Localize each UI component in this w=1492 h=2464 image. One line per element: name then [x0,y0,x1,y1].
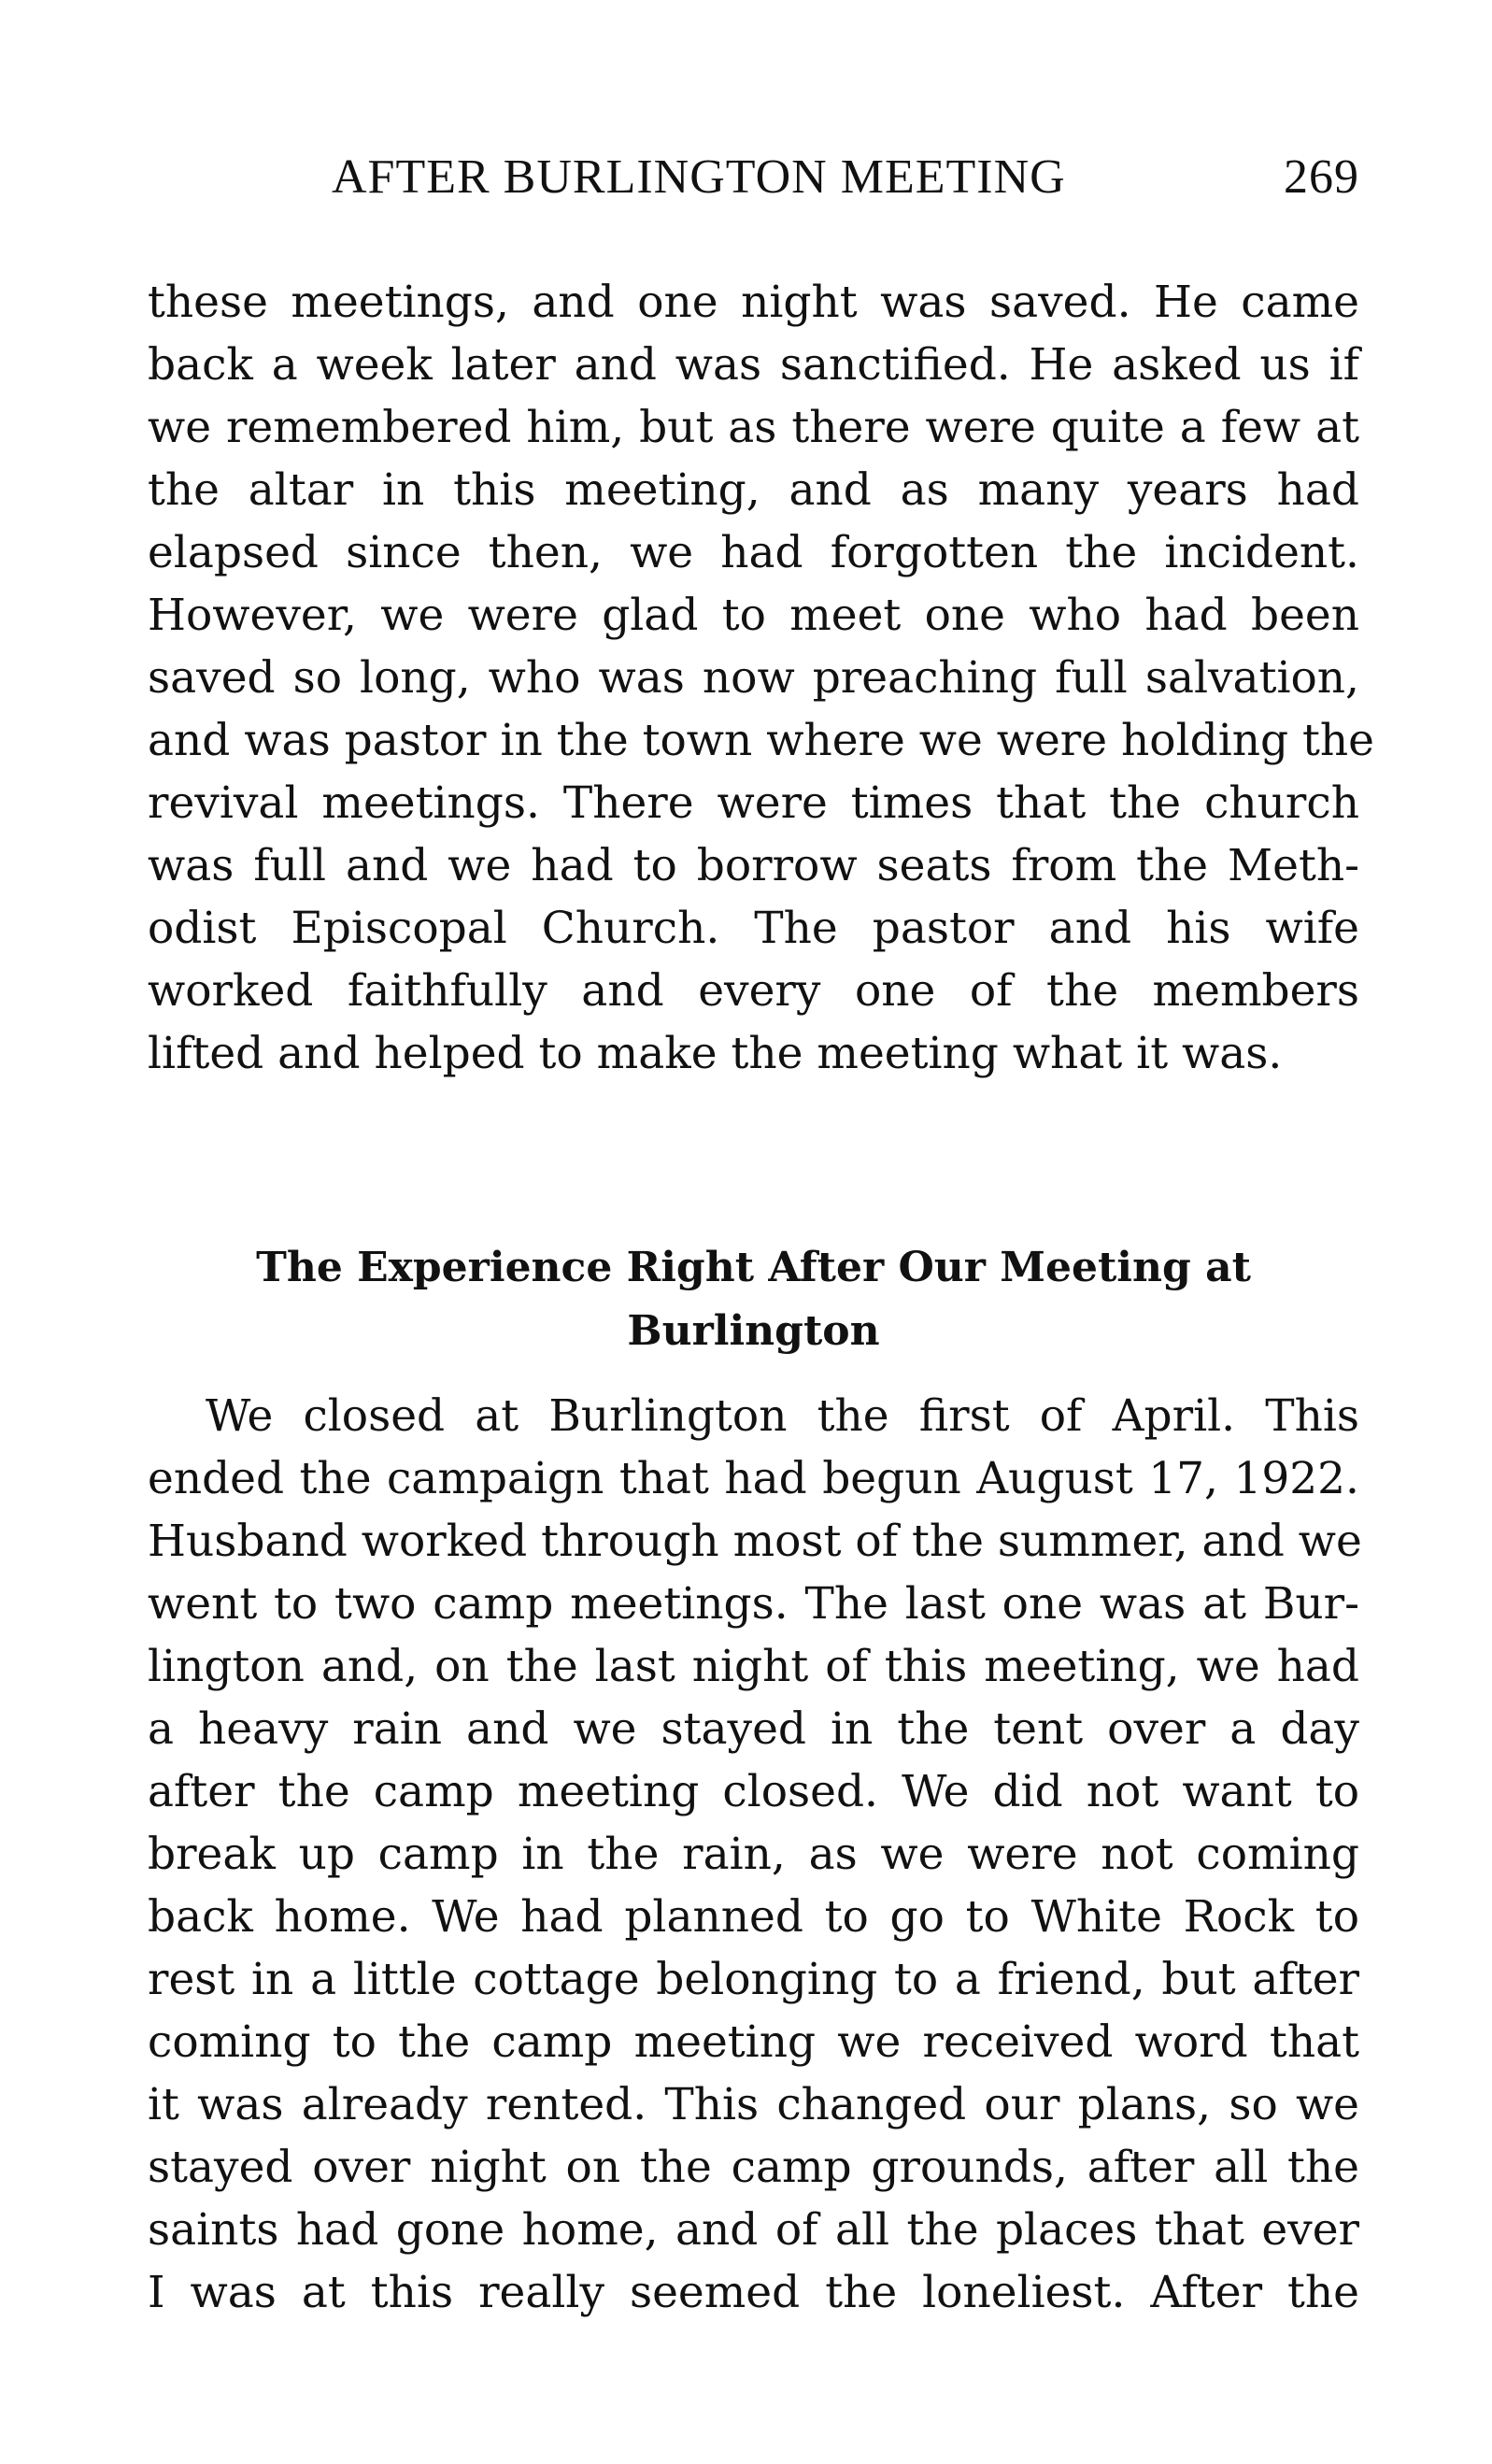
text-line: we remembered him, but as there were quite a few at [148,402,1359,453]
text-line: back home. We had planned to go to White Rock to [148,1891,1359,1943]
section-heading-line: The Experience Right After Our Meeting at [256,1244,1251,1291]
text-line: these meetings, and one night was saved. He came [148,277,1359,328]
text-line: and was pastor in the town where we were holding the [148,715,1374,766]
text-line: it was already rented. This changed our plans, so we [148,2079,1359,2130]
paragraph-new-section [148,1385,1362,2324]
text-line: I was at this really seemed the loneliest. After the [148,2267,1359,2318]
text-line: revival meetings. There were times that the church [148,777,1359,829]
section-heading [148,1236,1359,1363]
text-line: elapsed since then, we had forgotten the incident. [148,527,1359,578]
text-line: coming to the camp meeting we received word that [148,2016,1359,2068]
text-line: saints had gone home, and of all the places that ever [148,2204,1359,2256]
text-line: We closed at Burlington the first of April. This [206,1390,1359,1442]
text-line: the altar in this meeting, and as many years had [148,464,1359,516]
text-line: after the camp meeting closed. We did not want to [148,1766,1359,1817]
text-line: went to two camp meetings. The last one was at Bur- [148,1578,1359,1630]
text-line: ended the campaign that had begun August 17, 1922. [148,1453,1359,1504]
text-line: a heavy rain and we stayed in the tent over a day [148,1703,1359,1755]
text-line: back a week later and was sanctified. He asked us if [148,339,1359,391]
text-line: was full and we had to borrow seats from the Meth- [148,840,1359,891]
text-line: rest in a little cottage belonging to a friend, but after [148,1954,1359,2005]
text-line: Husband worked through most of the summer, and we [148,1516,1362,1567]
text-line: However, we were glad to meet one who had been [148,590,1359,641]
section-heading-line: Burlington [627,1307,880,1355]
running-title: AFTER BURLINGTON MEETING [332,150,1066,204]
page-number: 269 [1284,150,1359,204]
text-line: stayed over night on the camp grounds, after all the [148,2142,1359,2193]
paragraph-continued [148,271,1374,1085]
running-header [148,150,1359,206]
text-line: odist Episcopal Church. The pastor and his wife [148,903,1359,954]
text-line: break up camp in the rain, as we were not coming [148,1829,1359,1880]
text-line: lifted and helped to make the meeting what it was. [148,1028,1283,1079]
text-line: lington and, on the last night of this meeting, we had [148,1641,1359,1692]
text-line: saved so long, who was now preaching full salvation, [148,652,1359,704]
text-line: worked faithfully and every one of the members [148,965,1359,1017]
book-page [148,0,1374,2464]
